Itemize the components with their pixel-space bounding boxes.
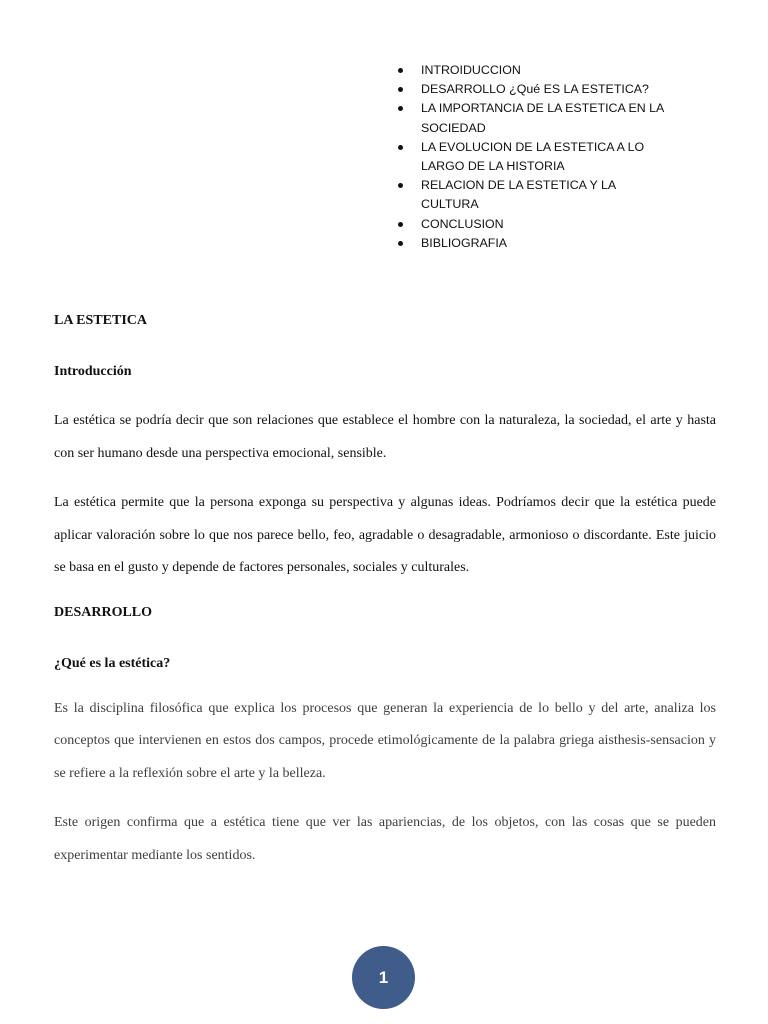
- bullet-icon: [398, 87, 403, 92]
- toc-item-label: RELACION DE LA ESTETICA Y LA CULTURA: [421, 178, 616, 212]
- toc-item-label: INTROIDUCCION: [421, 63, 521, 77]
- toc-item: [395, 215, 665, 234]
- document-body: [54, 310, 716, 872]
- toc-item: [395, 99, 665, 137]
- intro-heading: Introducción: [54, 364, 132, 379]
- bullet-icon: [398, 68, 403, 73]
- bullet-icon: [398, 145, 403, 150]
- what-paragraph: Este origen confirma que a estética tiene que ver las apariencias, de los objetos, con las cosas que se pueden experimentar mediante los sentidos.: [54, 815, 716, 863]
- toc-item: [395, 176, 665, 214]
- toc-item: [395, 61, 665, 80]
- toc-item: [395, 138, 665, 176]
- toc-item: [395, 80, 665, 99]
- toc-item-label: BIBLIOGRAFIA: [421, 235, 508, 250]
- document-title: LA ESTETICA: [54, 313, 147, 328]
- page-number-badge: [352, 946, 415, 1009]
- table-of-contents: [395, 61, 665, 253]
- intro-paragraph: La estética se podría decir que son relaciones que establece el hombre con la naturaleza, la sociedad, el arte y hasta con ser humano desde una perspectiva emocional, sensible.: [54, 413, 716, 461]
- toc-item-label: LA EVOLUCION DE LA ESTETICA A LO LARGO DE LA HISTORIA: [421, 139, 645, 174]
- development-heading: DESARROLLO: [54, 604, 153, 620]
- bullet-icon: [398, 106, 403, 111]
- what-heading: ¿Qué es la estética?: [54, 655, 171, 671]
- toc-item-label: DESARROLLO ¿Qué ES LA ESTETICA?: [421, 82, 649, 97]
- what-paragraph: Es la disciplina filosófica que explica los procesos que generan la experiencia de lo bello y del arte, analiza los conceptos que intervienen en estos dos campos, procede etimológicamente de la palabra griega aisthesis-sensacion y se refiere a la reflexión sobre el arte y la belleza.: [54, 700, 716, 781]
- bullet-icon: [398, 222, 403, 227]
- page-number: 1: [378, 967, 389, 987]
- toc-item: [395, 234, 665, 253]
- toc-item-label: LA IMPORTANCIA DE LA ESTETICA EN LA SOCIEDAD: [421, 101, 664, 135]
- bullet-icon: [398, 241, 403, 246]
- toc-item-label: CONCLUSION: [421, 216, 504, 231]
- intro-paragraph: La estética permite que la persona exponga su perspectiva y algunas ideas. Podríamos decir que la estética puede aplicar valoración sobre lo que nos parece bello, feo, agradable o desagradable, armonioso o discordante. Este juicio se basa en el gusto y depende de factores personales, sociales y culturales.: [54, 495, 716, 575]
- bullet-icon: [398, 183, 403, 188]
